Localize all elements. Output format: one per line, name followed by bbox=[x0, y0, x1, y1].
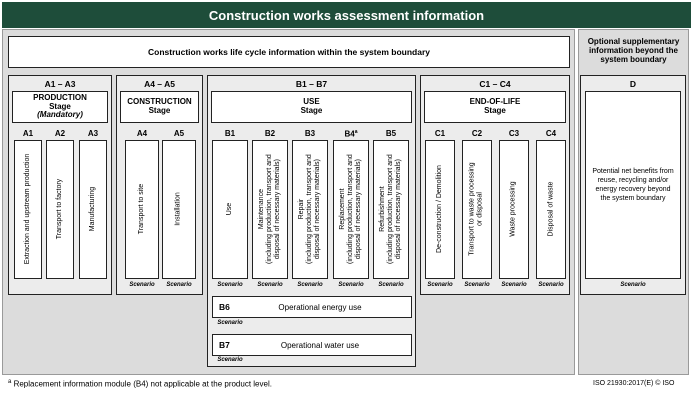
module-code-a3: A3 bbox=[87, 129, 99, 138]
scenario-c3: Scenario bbox=[501, 282, 527, 288]
use-stage-word: Stage bbox=[300, 106, 323, 115]
supplementary-header: Optional supplementary information beyond the system boundary bbox=[587, 36, 680, 65]
construction-stage-box bbox=[120, 91, 199, 123]
module-code-b4 bbox=[333, 129, 369, 139]
module-code-b3: B3 bbox=[304, 129, 316, 138]
end-of-life-stage-name: END-OF-LIFE bbox=[469, 97, 521, 107]
module-code-b2: B2 bbox=[264, 129, 276, 138]
group-construction-range: A4 – A5 bbox=[144, 79, 175, 89]
construction-stage-word: Stage bbox=[148, 106, 171, 115]
module-code-a1: A1 bbox=[22, 129, 34, 138]
group-use-range: B1 – B7 bbox=[295, 79, 328, 89]
module-c3 bbox=[499, 140, 529, 279]
module-b6-label: Operational energy use bbox=[278, 302, 362, 312]
module-c2-label: Transport to waste processing bbox=[468, 162, 476, 257]
end-of-life-stage-box bbox=[424, 91, 566, 123]
scenario-a5: Scenario bbox=[166, 282, 192, 288]
module-b7-label: Operational water use bbox=[280, 340, 360, 350]
scenario-b3: Scenario bbox=[297, 282, 323, 288]
scenario-b4: Scenario bbox=[338, 282, 364, 288]
module-b5 bbox=[373, 140, 409, 279]
module-c4-label: Disposal of waste bbox=[546, 182, 554, 237]
module-code-c2: C2 bbox=[471, 129, 483, 138]
module-a1 bbox=[14, 140, 42, 279]
module-code-d: D bbox=[629, 79, 637, 89]
module-b3-label: Repair bbox=[297, 199, 305, 220]
module-b6 bbox=[212, 296, 412, 318]
module-a3-label: Manufacturing bbox=[88, 187, 96, 232]
module-a2-label: Transport to factory bbox=[55, 179, 63, 240]
production-stage-name: PRODUCTION bbox=[33, 92, 87, 102]
module-a5-label: Installation bbox=[174, 192, 182, 227]
scenario-c4: Scenario bbox=[538, 282, 564, 288]
scenario-b5: Scenario bbox=[378, 282, 404, 288]
production-stage-note: (Mandatory) bbox=[37, 110, 83, 120]
group-end-of-life-range: C1 – C4 bbox=[479, 79, 511, 89]
module-b7 bbox=[212, 334, 412, 356]
module-b5-sub1: (including production, transport and bbox=[386, 154, 394, 265]
module-c1-label: De-construction / Demolition bbox=[435, 165, 443, 254]
module-b2 bbox=[252, 140, 288, 279]
diagram-title: Construction works assessment information bbox=[2, 2, 691, 28]
construction-stage-name: CONSTRUCTION bbox=[127, 97, 192, 107]
module-a4-label: Transport to site bbox=[137, 184, 145, 235]
module-b4-sub1: (including production, transport and bbox=[346, 154, 354, 265]
module-a2 bbox=[46, 140, 74, 279]
module-d bbox=[585, 91, 681, 279]
module-code-b7: B7 bbox=[219, 340, 230, 350]
module-a1-label: Extraction and upstream production bbox=[23, 154, 31, 265]
module-b2-label: Maintenance bbox=[257, 189, 265, 230]
module-d-text: Potential net benefits from reuse, recycling and/or energy recovery beyond the system boundary bbox=[592, 167, 674, 203]
module-b1-label: Use bbox=[225, 203, 233, 216]
module-b5-sub2: disposal of necessary materials) bbox=[395, 159, 403, 260]
use-stage-name: USE bbox=[303, 97, 320, 107]
module-code-b5: B5 bbox=[385, 129, 397, 138]
module-code-b1: B1 bbox=[224, 129, 236, 138]
module-code-b6: B6 bbox=[219, 302, 230, 312]
module-b2-sub1: (including production, transport and bbox=[265, 154, 273, 265]
module-c2 bbox=[462, 140, 492, 279]
lifecycle-header: Construction works life cycle information within the system boundary bbox=[8, 36, 570, 68]
module-b3-sub2: disposal of necessary materials) bbox=[314, 159, 322, 260]
module-c1 bbox=[425, 140, 455, 279]
scenario-b2: Scenario bbox=[257, 282, 283, 288]
module-a4 bbox=[125, 140, 159, 279]
production-stage-word: Stage bbox=[49, 101, 71, 111]
module-a3 bbox=[79, 140, 107, 279]
module-code-a4: A4 bbox=[136, 129, 148, 138]
module-a5 bbox=[162, 140, 196, 279]
module-b4-label: Replacement bbox=[338, 188, 346, 231]
module-code-c1: C1 bbox=[434, 129, 446, 138]
module-code-b4-text: B4 bbox=[344, 129, 355, 139]
use-stage-box bbox=[211, 91, 412, 123]
module-b4-sub2: disposal of necessary materials) bbox=[355, 159, 363, 260]
group-production-range: A1 – A3 bbox=[44, 79, 76, 89]
module-b2-sub2: disposal of necessary materials) bbox=[274, 159, 282, 260]
scenario-b6: Scenario bbox=[217, 320, 243, 326]
scenario-b1: Scenario bbox=[217, 282, 243, 288]
module-b1 bbox=[212, 140, 248, 279]
production-stage-box bbox=[12, 91, 108, 123]
scenario-d: Scenario bbox=[620, 282, 646, 288]
scenario-a4: Scenario bbox=[129, 282, 155, 288]
module-code-b4-sup: a bbox=[354, 129, 358, 135]
scenario-b7: Scenario bbox=[217, 357, 243, 363]
module-b4 bbox=[333, 140, 369, 279]
footnote-marker: a bbox=[8, 379, 12, 385]
module-c3-label: Waste processing bbox=[509, 181, 517, 238]
footnote-text: Replacement information module (B4) not applicable at the product level. bbox=[13, 379, 272, 389]
module-b3-sub1: (including production, transport and bbox=[305, 154, 313, 265]
iso-reference: ISO 21930:2017(E) © ISO bbox=[593, 380, 675, 387]
module-code-a2: A2 bbox=[54, 129, 66, 138]
scenario-c2: Scenario bbox=[464, 282, 490, 288]
module-code-c4: C4 bbox=[545, 129, 557, 138]
end-of-life-stage-word: Stage bbox=[484, 106, 506, 115]
module-code-a5: A5 bbox=[173, 129, 185, 138]
module-c2-sub1: or disposal bbox=[477, 192, 485, 227]
module-b3 bbox=[292, 140, 328, 279]
footnote bbox=[8, 379, 272, 389]
scenario-c1: Scenario bbox=[427, 282, 453, 288]
module-c4 bbox=[536, 140, 566, 279]
module-code-c3: C3 bbox=[508, 129, 520, 138]
module-b5-label: Refurbishment bbox=[378, 186, 386, 233]
